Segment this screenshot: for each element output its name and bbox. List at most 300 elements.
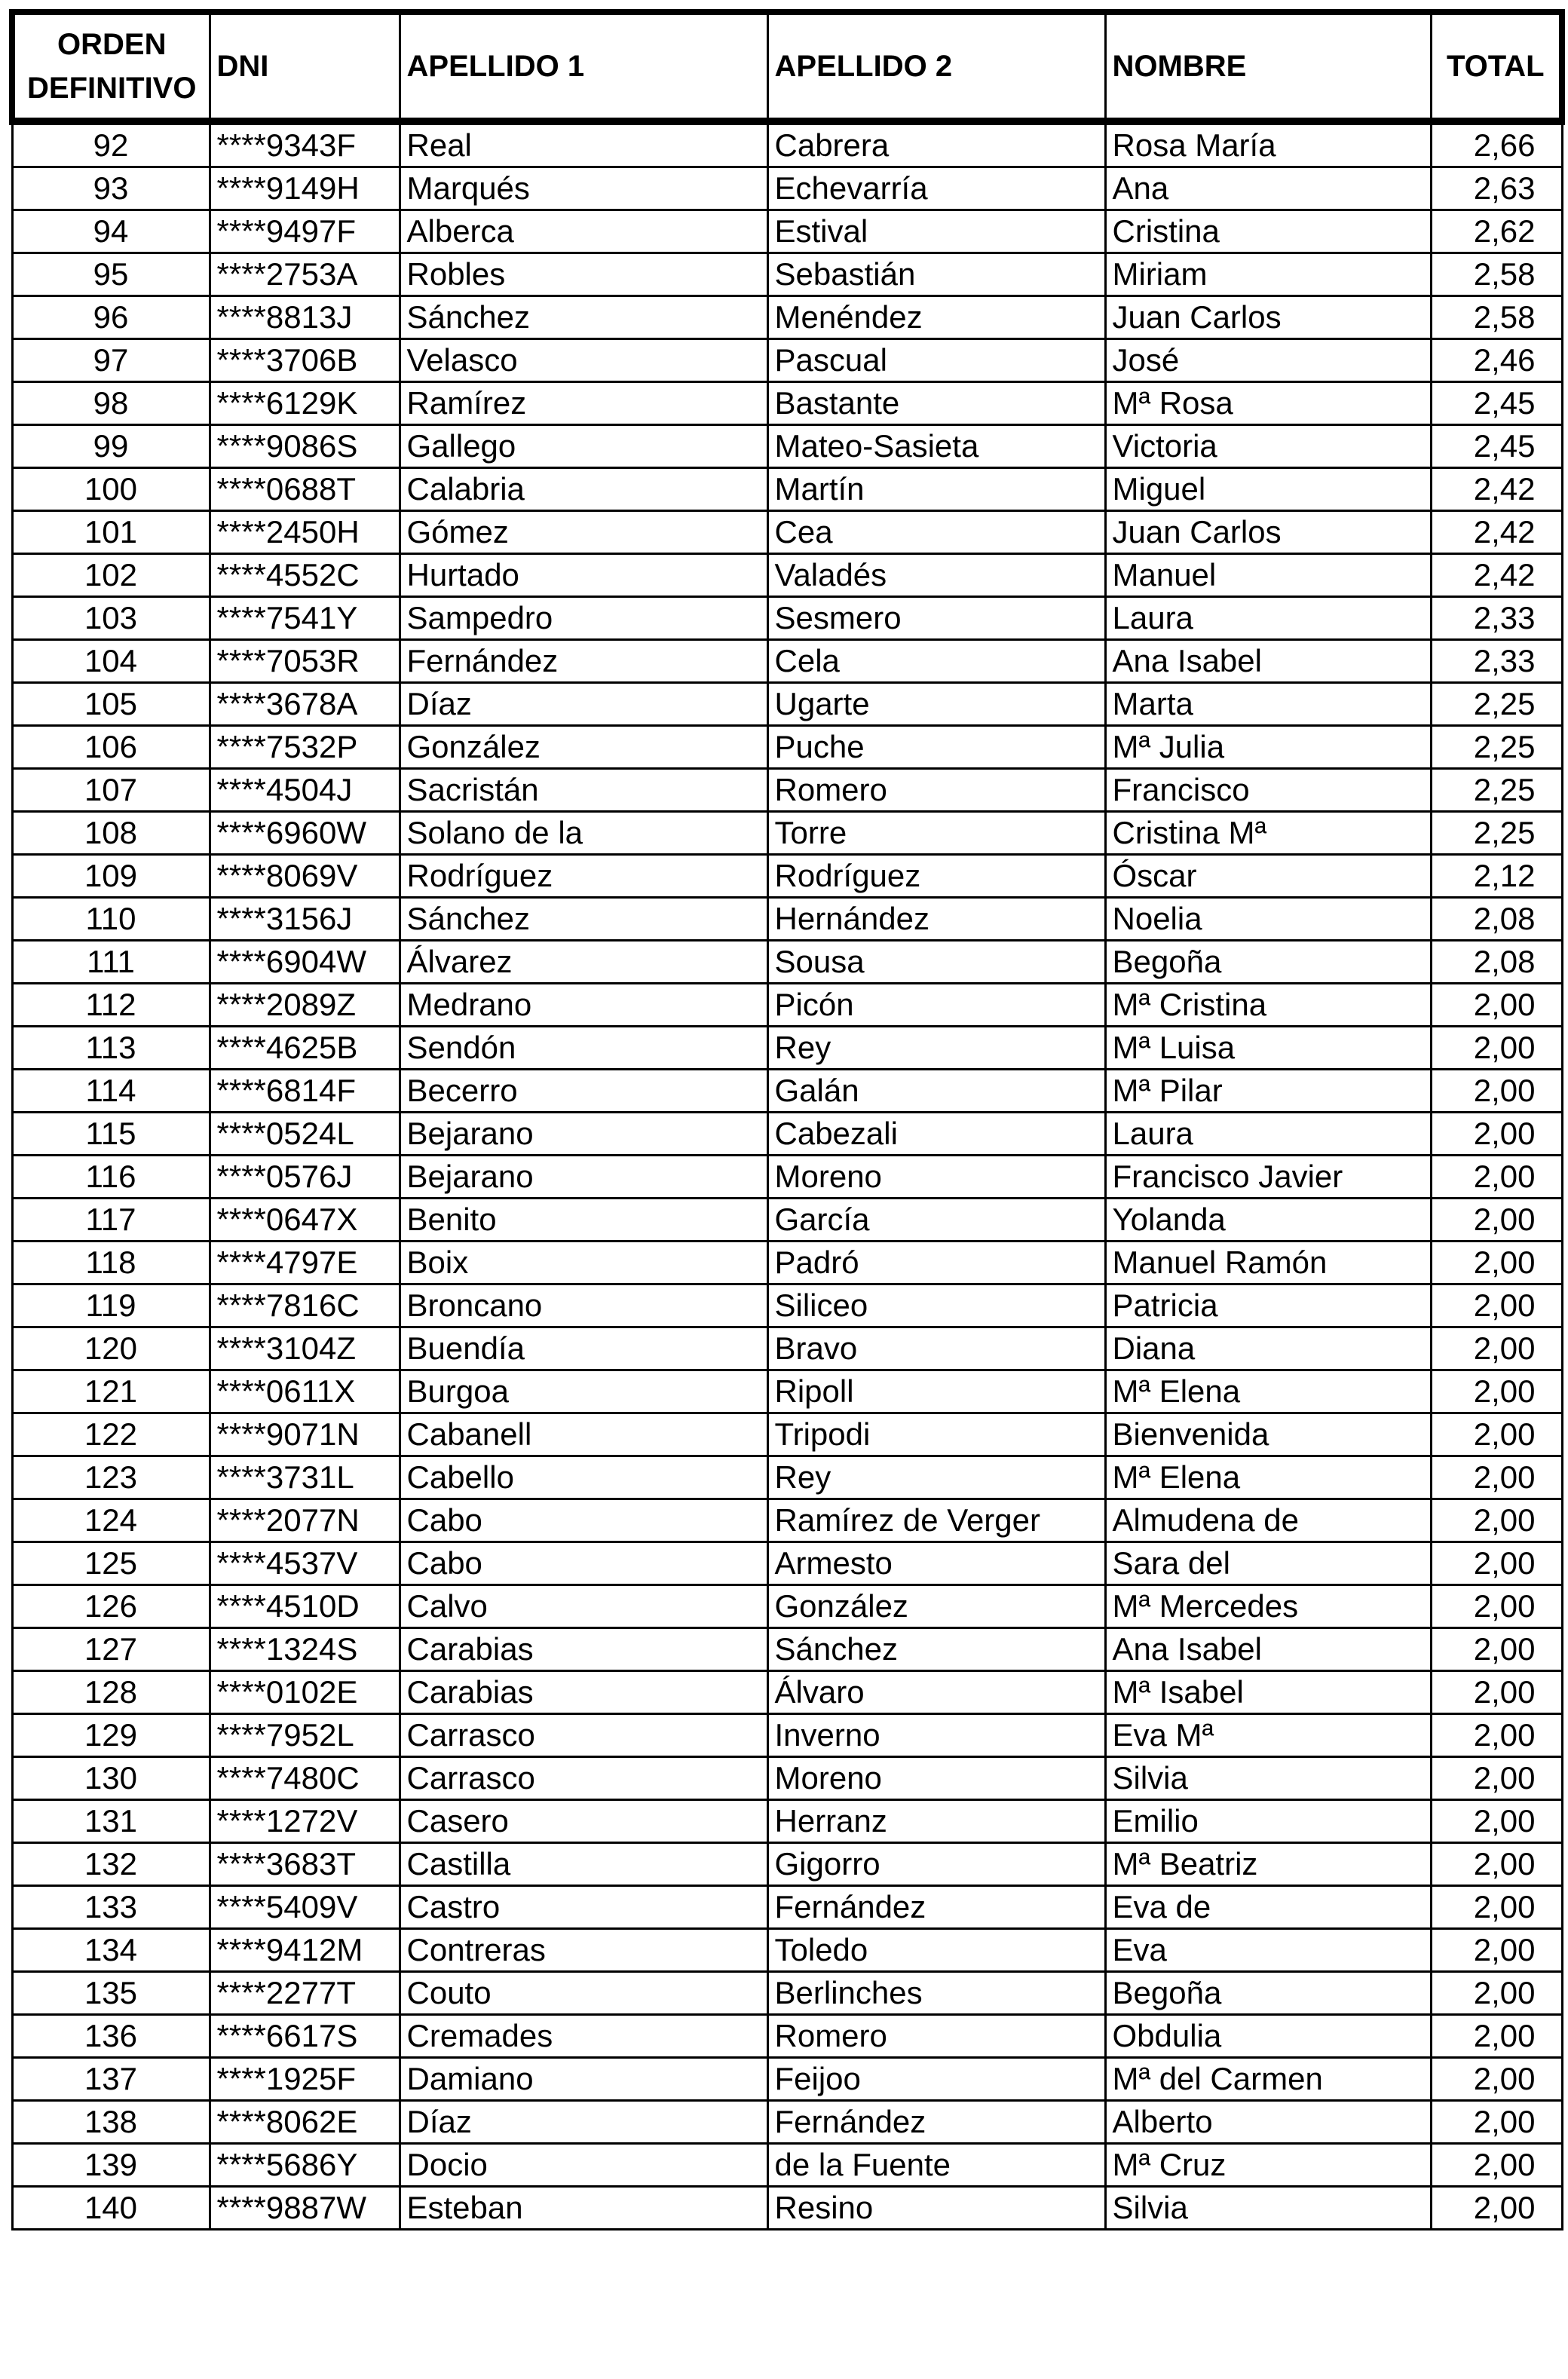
cell-nombre: Mª Rosa [1105,382,1431,425]
cell-apellido1: Fernández [400,640,767,683]
cell-nombre: Mª Beatriz [1105,1843,1431,1886]
table-row [12,296,1562,339]
cell-nombre: Ana Isabel [1105,1628,1431,1671]
cell-apellido1: Sendón [400,1027,767,1070]
cell-total: 2,46 [1431,339,1562,382]
cell-apellido2: Mateo-Sasieta [767,425,1105,468]
cell-apellido2: de la Fuente [767,2144,1105,2187]
cell-nombre: Juan Carlos [1105,511,1431,554]
cell-dni: ****0524L [210,1113,400,1156]
cell-apellido2: Estival [767,210,1105,253]
cell-dni: ****1324S [210,1628,400,1671]
cell-dni: ****0611X [210,1370,400,1413]
cell-apellido1: Calabria [400,468,767,511]
cell-total: 2,00 [1431,1671,1562,1714]
cell-orden: 130 [12,1757,210,1800]
cell-apellido2: Tripodi [767,1413,1105,1456]
header-orden-line1: ORDEN [57,28,167,61]
cell-total: 2,08 [1431,898,1562,941]
cell-orden: 99 [12,425,210,468]
cell-orden: 107 [12,769,210,812]
cell-apellido2: Romero [767,769,1105,812]
cell-dni: ****2277T [210,1972,400,2015]
table-row [12,425,1562,468]
cell-apellido2: Cea [767,511,1105,554]
cell-orden: 138 [12,2101,210,2144]
cell-apellido1: Carrasco [400,1714,767,1757]
table-row [12,726,1562,769]
cell-orden: 126 [12,1585,210,1628]
table-row [12,640,1562,683]
cell-apellido2: Cabrera [767,121,1105,167]
cell-total: 2,00 [1431,2187,1562,2230]
cell-nombre: Miriam [1105,253,1431,296]
ranking-table [9,9,1565,2231]
cell-apellido2: Álvaro [767,1671,1105,1714]
cell-total: 2,25 [1431,812,1562,855]
table-row [12,1757,1562,1800]
table-row [12,984,1562,1027]
cell-dni: ****0102E [210,1671,400,1714]
cell-nombre: José [1105,339,1431,382]
cell-orden: 108 [12,812,210,855]
cell-apellido1: González [400,726,767,769]
cell-orden: 135 [12,1972,210,2015]
cell-apellido2: Toledo [767,1929,1105,1972]
cell-nombre: Eva [1105,1929,1431,1972]
cell-nombre: Juan Carlos [1105,296,1431,339]
cell-nombre: Silvia [1105,2187,1431,2230]
cell-orden: 115 [12,1113,210,1156]
cell-apellido2: Berlinches [767,1972,1105,2015]
cell-total: 2,00 [1431,1886,1562,1929]
cell-apellido1: Cremades [400,2015,767,2058]
cell-dni: ****9071N [210,1413,400,1456]
cell-apellido1: Cabo [400,1499,767,1542]
table-row [12,1070,1562,1113]
cell-dni: ****2077N [210,1499,400,1542]
cell-dni: ****8813J [210,296,400,339]
cell-apellido2: Cabezali [767,1113,1105,1156]
cell-total: 2,25 [1431,769,1562,812]
cell-nombre: Mª Luisa [1105,1027,1431,1070]
cell-total: 2,00 [1431,1972,1562,2015]
cell-orden: 128 [12,1671,210,1714]
cell-total: 2,00 [1431,1242,1562,1284]
header-nombre: NOMBRE [1105,12,1431,121]
cell-apellido1: Velasco [400,339,767,382]
cell-total: 2,00 [1431,1327,1562,1370]
cell-apellido1: Bejarano [400,1113,767,1156]
table-row [12,554,1562,597]
cell-total: 2,62 [1431,210,1562,253]
cell-total: 2,00 [1431,1800,1562,1843]
table-row [12,1628,1562,1671]
cell-orden: 140 [12,2187,210,2230]
table-row [12,339,1562,382]
cell-orden: 120 [12,1327,210,1370]
cell-total: 2,00 [1431,1714,1562,1757]
cell-total: 2,45 [1431,382,1562,425]
cell-nombre: Mª del Carmen [1105,2058,1431,2101]
cell-apellido2: Echevarría [767,167,1105,210]
cell-nombre: Cristina [1105,210,1431,253]
cell-total: 2,00 [1431,1456,1562,1499]
cell-apellido1: Damiano [400,2058,767,2101]
cell-apellido2: Ripoll [767,1370,1105,1413]
cell-apellido2: Sousa [767,941,1105,984]
cell-orden: 110 [12,898,210,941]
cell-orden: 137 [12,2058,210,2101]
cell-orden: 93 [12,167,210,210]
cell-orden: 121 [12,1370,210,1413]
cell-apellido2: Herranz [767,1800,1105,1843]
cell-nombre: Patricia [1105,1284,1431,1327]
cell-total: 2,33 [1431,640,1562,683]
cell-nombre: Mª Cristina [1105,984,1431,1027]
cell-orden: 131 [12,1800,210,1843]
cell-apellido1: Real [400,121,767,167]
table-row [12,1671,1562,1714]
cell-total: 2,66 [1431,121,1562,167]
cell-nombre: Laura [1105,597,1431,640]
cell-nombre: Ana [1105,167,1431,210]
cell-apellido2: Romero [767,2015,1105,2058]
cell-total: 2,08 [1431,941,1562,984]
table-row [12,2144,1562,2187]
cell-apellido2: Pascual [767,339,1105,382]
cell-total: 2,00 [1431,1156,1562,1199]
cell-orden: 133 [12,1886,210,1929]
cell-apellido2: Rodríguez [767,855,1105,898]
cell-apellido2: Hernández [767,898,1105,941]
cell-apellido1: Docio [400,2144,767,2187]
table-row [12,1843,1562,1886]
cell-total: 2,00 [1431,2058,1562,2101]
cell-apellido2: Resino [767,2187,1105,2230]
cell-dni: ****4504J [210,769,400,812]
cell-orden: 102 [12,554,210,597]
table-row [12,2187,1562,2230]
cell-nombre: Miguel [1105,468,1431,511]
cell-total: 2,33 [1431,597,1562,640]
table-row [12,1499,1562,1542]
table-row [12,382,1562,425]
cell-apellido2: Torre [767,812,1105,855]
cell-nombre: Mª Elena [1105,1456,1431,1499]
cell-total: 2,00 [1431,984,1562,1027]
cell-dni: ****6904W [210,941,400,984]
cell-dni: ****9343F [210,121,400,167]
cell-nombre: Rosa María [1105,121,1431,167]
cell-orden: 116 [12,1156,210,1199]
cell-nombre: Mª Pilar [1105,1070,1431,1113]
cell-apellido1: Contreras [400,1929,767,1972]
cell-apellido1: Gallego [400,425,767,468]
cell-apellido2: Galán [767,1070,1105,1113]
cell-total: 2,00 [1431,1413,1562,1456]
cell-orden: 119 [12,1284,210,1327]
cell-total: 2,00 [1431,1843,1562,1886]
cell-nombre: Mª Julia [1105,726,1431,769]
cell-apellido2: Siliceo [767,1284,1105,1327]
cell-total: 2,00 [1431,1499,1562,1542]
cell-nombre: Mª Elena [1105,1370,1431,1413]
cell-nombre: Laura [1105,1113,1431,1156]
cell-orden: 104 [12,640,210,683]
cell-apellido2: Armesto [767,1542,1105,1585]
cell-apellido1: Alberca [400,210,767,253]
table-row [12,1327,1562,1370]
cell-dni: ****1925F [210,2058,400,2101]
table-row [12,1284,1562,1327]
cell-nombre: Óscar [1105,855,1431,898]
table-row [12,898,1562,941]
cell-dni: ****8069V [210,855,400,898]
cell-dni: ****1272V [210,1800,400,1843]
cell-apellido2: Inverno [767,1714,1105,1757]
cell-dni: ****4537V [210,1542,400,1585]
header-orden-line2: DEFINITIVO [27,72,197,105]
cell-nombre: Begoña [1105,941,1431,984]
table-row [12,812,1562,855]
cell-apellido2: Rey [767,1027,1105,1070]
cell-apellido2: Sesmero [767,597,1105,640]
cell-nombre: Alberto [1105,2101,1431,2144]
cell-total: 2,63 [1431,167,1562,210]
cell-orden: 98 [12,382,210,425]
cell-nombre: Marta [1105,683,1431,726]
cell-apellido1: Castro [400,1886,767,1929]
cell-apellido1: Couto [400,1972,767,2015]
cell-apellido2: Bravo [767,1327,1105,1370]
cell-dni: ****0688T [210,468,400,511]
cell-nombre: Manuel [1105,554,1431,597]
cell-apellido2: Rey [767,1456,1105,1499]
cell-dni: ****7053R [210,640,400,683]
cell-orden: 96 [12,296,210,339]
header-row [12,12,1562,121]
table-row [12,1242,1562,1284]
cell-apellido2: González [767,1585,1105,1628]
cell-apellido1: Benito [400,1199,767,1242]
cell-total: 2,00 [1431,1027,1562,1070]
table-row [12,1113,1562,1156]
cell-orden: 103 [12,597,210,640]
cell-apellido1: Robles [400,253,767,296]
cell-apellido2: Cela [767,640,1105,683]
cell-nombre: Eva Mª [1105,1714,1431,1757]
cell-nombre: Noelia [1105,898,1431,941]
header-orden [12,12,210,121]
cell-apellido2: Valadés [767,554,1105,597]
cell-apellido1: Hurtado [400,554,767,597]
table-row [12,1929,1562,1972]
cell-orden: 109 [12,855,210,898]
cell-dni: ****4797E [210,1242,400,1284]
table-row [12,1542,1562,1585]
table-row [12,1413,1562,1456]
cell-apellido2: Moreno [767,1757,1105,1800]
cell-orden: 94 [12,210,210,253]
cell-apellido1: Boix [400,1242,767,1284]
cell-dni: ****5409V [210,1886,400,1929]
cell-dni: ****9887W [210,2187,400,2230]
cell-dni: ****7816C [210,1284,400,1327]
cell-total: 2,00 [1431,1757,1562,1800]
cell-orden: 139 [12,2144,210,2187]
cell-dni: ****5686Y [210,2144,400,2187]
cell-nombre: Begoña [1105,1972,1431,2015]
table-row [12,1585,1562,1628]
table-row [12,121,1562,167]
cell-orden: 105 [12,683,210,726]
cell-dni: ****4510D [210,1585,400,1628]
table-row [12,1800,1562,1843]
header-apellido1: APELLIDO 1 [400,12,767,121]
header-apellido2: APELLIDO 2 [767,12,1105,121]
cell-nombre: Emilio [1105,1800,1431,1843]
header-dni: DNI [210,12,400,121]
table-row [12,1156,1562,1199]
cell-apellido2: Gigorro [767,1843,1105,1886]
table-row [12,1886,1562,1929]
cell-dni: ****3683T [210,1843,400,1886]
cell-orden: 100 [12,468,210,511]
cell-orden: 136 [12,2015,210,2058]
cell-total: 2,12 [1431,855,1562,898]
cell-apellido2: Fernández [767,1886,1105,1929]
cell-apellido2: García [767,1199,1105,1242]
cell-dni: ****0576J [210,1156,400,1199]
cell-apellido1: Bejarano [400,1156,767,1199]
cell-total: 2,00 [1431,1284,1562,1327]
cell-total: 2,00 [1431,1585,1562,1628]
cell-apellido2: Sebastián [767,253,1105,296]
cell-total: 2,00 [1431,2101,1562,2144]
table-row [12,1027,1562,1070]
table-body [12,121,1562,2230]
table-row [12,2101,1562,2144]
cell-total: 2,00 [1431,1542,1562,1585]
cell-dni: ****4625B [210,1027,400,1070]
table-row [12,468,1562,511]
cell-nombre: Mª Cruz [1105,2144,1431,2187]
cell-nombre: Bienvenida [1105,1413,1431,1456]
cell-total: 2,58 [1431,296,1562,339]
cell-apellido1: Buendía [400,1327,767,1370]
cell-apellido2: Ramírez de Verger [767,1499,1105,1542]
cell-apellido1: Díaz [400,2101,767,2144]
cell-dni: ****8062E [210,2101,400,2144]
cell-apellido1: Sampedro [400,597,767,640]
cell-apellido2: Sánchez [767,1628,1105,1671]
cell-dni: ****9086S [210,425,400,468]
table-row [12,855,1562,898]
cell-apellido2: Puche [767,726,1105,769]
cell-total: 2,00 [1431,1113,1562,1156]
cell-orden: 111 [12,941,210,984]
cell-orden: 132 [12,1843,210,1886]
table-row [12,769,1562,812]
cell-apellido2: Bastante [767,382,1105,425]
cell-dni: ****2089Z [210,984,400,1027]
cell-dni: ****6960W [210,812,400,855]
cell-total: 2,42 [1431,468,1562,511]
cell-apellido2: Moreno [767,1156,1105,1199]
cell-apellido1: Burgoa [400,1370,767,1413]
cell-apellido1: Medrano [400,984,767,1027]
cell-apellido1: Díaz [400,683,767,726]
cell-orden: 101 [12,511,210,554]
cell-apellido1: Calvo [400,1585,767,1628]
cell-dni: ****7952L [210,1714,400,1757]
cell-apellido1: Rodríguez [400,855,767,898]
cell-dni: ****2753A [210,253,400,296]
cell-nombre: Eva de [1105,1886,1431,1929]
cell-apellido1: Castilla [400,1843,767,1886]
cell-total: 2,00 [1431,1929,1562,1972]
cell-apellido1: Solano de la [400,812,767,855]
cell-dni: ****6617S [210,2015,400,2058]
cell-apellido1: Carabias [400,1671,767,1714]
cell-orden: 114 [12,1070,210,1113]
cell-nombre: Yolanda [1105,1199,1431,1242]
cell-apellido1: Gómez [400,511,767,554]
cell-apellido1: Marqués [400,167,767,210]
cell-orden: 134 [12,1929,210,1972]
cell-dni: ****3706B [210,339,400,382]
cell-apellido1: Cabanell [400,1413,767,1456]
cell-orden: 97 [12,339,210,382]
cell-dni: ****6129K [210,382,400,425]
cell-orden: 124 [12,1499,210,1542]
cell-nombre: Mª Isabel [1105,1671,1431,1714]
cell-apellido1: Carabias [400,1628,767,1671]
cell-apellido2: Martín [767,468,1105,511]
cell-nombre: Ana Isabel [1105,640,1431,683]
cell-apellido2: Menéndez [767,296,1105,339]
cell-orden: 118 [12,1242,210,1284]
cell-total: 2,00 [1431,1070,1562,1113]
cell-apellido1: Becerro [400,1070,767,1113]
cell-dni: ****7541Y [210,597,400,640]
cell-dni: ****7532P [210,726,400,769]
table-row [12,1370,1562,1413]
cell-nombre: Cristina Mª [1105,812,1431,855]
cell-total: 2,25 [1431,726,1562,769]
cell-orden: 112 [12,984,210,1027]
cell-nombre: Silvia [1105,1757,1431,1800]
cell-orden: 113 [12,1027,210,1070]
cell-nombre: Sara del [1105,1542,1431,1585]
cell-orden: 125 [12,1542,210,1585]
cell-dni: ****9412M [210,1929,400,1972]
table-row [12,253,1562,296]
cell-apellido1: Ramírez [400,382,767,425]
cell-total: 2,00 [1431,1370,1562,1413]
cell-nombre: Obdulia [1105,2015,1431,2058]
cell-nombre: Diana [1105,1327,1431,1370]
table-row [12,1714,1562,1757]
cell-dni: ****3678A [210,683,400,726]
cell-apellido1: Sánchez [400,898,767,941]
cell-apellido2: Picón [767,984,1105,1027]
cell-dni: ****3731L [210,1456,400,1499]
cell-dni: ****6814F [210,1070,400,1113]
cell-orden: 122 [12,1413,210,1456]
cell-apellido1: Esteban [400,2187,767,2230]
